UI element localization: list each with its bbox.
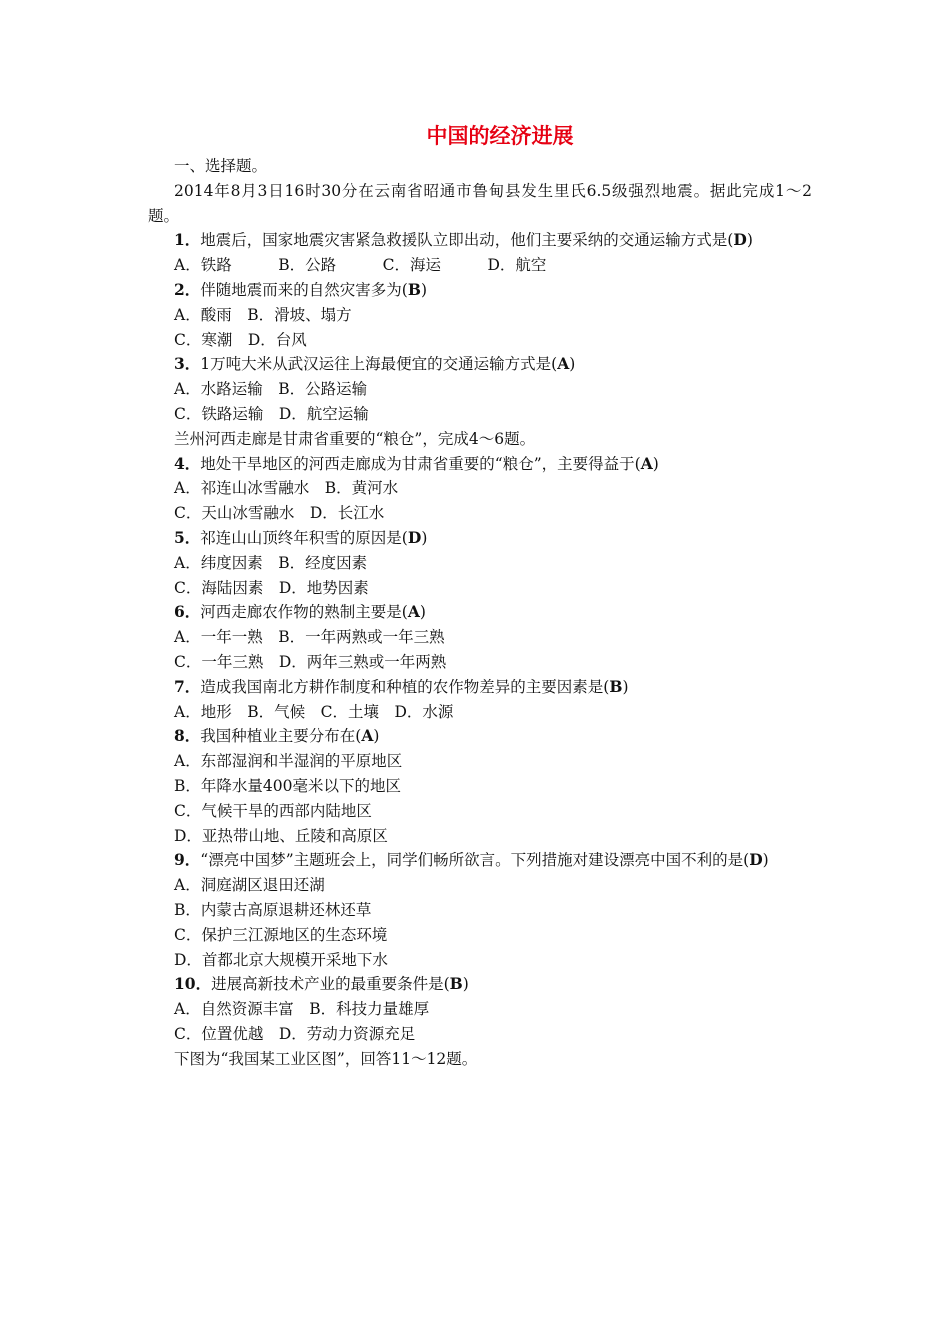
option-line: A．东部湿润和半湿润的平原地区 <box>174 752 403 771</box>
document-page <box>148 118 812 1071</box>
answer: D <box>407 527 422 547</box>
question-number: 9． <box>174 850 201 870</box>
option-line: A．纬度因素 B．经度因素 <box>174 553 368 572</box>
option-line: C．寒潮 D．台风 <box>174 330 307 349</box>
question-text: 我国种植业主要分布在( <box>200 727 362 746</box>
question-number: 5． <box>174 527 201 547</box>
question-text: 造成我国南北方耕作制度和种植的农作物差异的主要因素是( <box>200 677 610 696</box>
intro-paragraph-1: 2014年8月3日16时30分在云南省昭通市鲁甸县发生里氏6.5级强烈地震。据此完成1～2题。 <box>148 181 812 225</box>
option-line: C．位置优越 D．劳动力资源充足 <box>174 1024 416 1043</box>
answer: A <box>407 602 420 622</box>
question-text: 进展高新技术产业的最重要条件是( <box>211 975 450 994</box>
option-line: C．天山冰雪融水 D．长江水 <box>174 504 385 523</box>
question-text: 地处干旱地区的河西走廊成为甘肃省重要的“粮仓”，主要得益于( <box>200 454 641 473</box>
option-line: C．一年三熟 D．两年三熟或一年两熟 <box>174 652 447 671</box>
answer-close: ) <box>746 231 753 250</box>
answer: D <box>733 230 747 250</box>
question-3 <box>148 352 812 377</box>
option-line: B．内蒙古高原退耕还林还草 <box>174 900 372 919</box>
answer-close: ) <box>421 528 428 547</box>
section-heading: 一、选择题。 <box>174 157 268 175</box>
question-10 <box>148 972 812 997</box>
option-line: A．地形 B．气候 C．土壤 D．水源 <box>174 702 454 721</box>
question-text: 祁连山山顶终年积雪的原因是( <box>200 528 408 547</box>
question-6 <box>148 600 812 625</box>
question-text: 河西走廊农作物的熟制主要是( <box>200 603 408 622</box>
answer: B <box>407 279 421 299</box>
question-number: 3． <box>174 354 201 374</box>
question-number: 7． <box>174 676 201 696</box>
option-line: D．首都北京大规模开采地下水 <box>174 950 388 969</box>
option-line: A．酸雨 B．滑坡、塌方 <box>174 305 352 324</box>
answer-close: ) <box>462 975 469 994</box>
option-line: C．气候干旱的西部内陆地区 <box>174 801 372 820</box>
option-line: A．铁路 B．公路 C．海运 D．航空 <box>174 256 547 275</box>
option-line: C．海陆因素 D．地势因素 <box>174 578 369 597</box>
question-text: 地震后，国家地震灾害紧急救援队立即出动，他们主要采纳的交通运输方式是( <box>200 231 734 250</box>
question-5 <box>148 526 812 551</box>
option-line: A．自然资源丰富 B．科技力量雄厚 <box>174 1000 430 1019</box>
answer: A <box>361 726 374 746</box>
option-line: A．一年一熟 B．一年两熟或一年三熟 <box>174 628 445 647</box>
answer: B <box>609 676 623 696</box>
question-number: 1． <box>174 230 201 250</box>
option-line: C．保护三江源地区的生态环境 <box>174 925 388 944</box>
question-2 <box>148 278 812 303</box>
answer-close: ) <box>569 355 576 374</box>
question-1 <box>148 228 812 253</box>
question-number: 2． <box>174 279 201 299</box>
question-7 <box>148 675 812 700</box>
answer-close: ) <box>652 454 659 473</box>
intro-paragraph-3: 下图为“我国某工业区图”，回答11～12题。 <box>174 1049 478 1068</box>
question-4 <box>148 452 812 477</box>
option-line: A．祁连山冰雪融水 B．黄河水 <box>174 479 399 498</box>
question-number: 8． <box>174 726 201 746</box>
option-line: D．亚热带山地、丘陵和高原区 <box>174 826 388 845</box>
intro-paragraph-2: 兰州河西走廊是甘肃省重要的“粮仓”，完成4～6题。 <box>174 429 536 448</box>
option-line: B．年降水量400毫米以下的地区 <box>174 776 401 795</box>
question-text: “漂亮中国梦”主题班会上，同学们畅所欲言。下列措施对建设漂亮中国不利的是( <box>200 851 750 870</box>
answer-close: ) <box>762 851 769 870</box>
option-line: A．水路运输 B．公路运输 <box>174 380 368 399</box>
question-number: 4． <box>174 453 201 473</box>
answer-close: ) <box>622 677 629 696</box>
answer: A <box>557 354 570 374</box>
answer: D <box>749 850 763 870</box>
answer: B <box>449 974 463 994</box>
question-9 <box>148 848 812 873</box>
option-line: C．铁路运输 D．航空运输 <box>174 404 369 423</box>
answer-close: ) <box>419 603 426 622</box>
answer-close: ) <box>373 727 380 746</box>
page-title: 中国的经济进展 <box>426 124 574 148</box>
question-text: 伴随地震而来的自然灾害多为( <box>200 280 408 299</box>
question-text: 1万吨大米从武汉运往上海最便宜的交通运输方式是( <box>200 355 558 374</box>
question-8 <box>148 724 812 749</box>
question-number: 10． <box>174 974 212 994</box>
question-number: 6． <box>174 602 201 622</box>
option-line: A．洞庭湖区退田还湖 <box>174 876 325 895</box>
answer: A <box>640 453 653 473</box>
answer-close: ) <box>420 280 428 299</box>
